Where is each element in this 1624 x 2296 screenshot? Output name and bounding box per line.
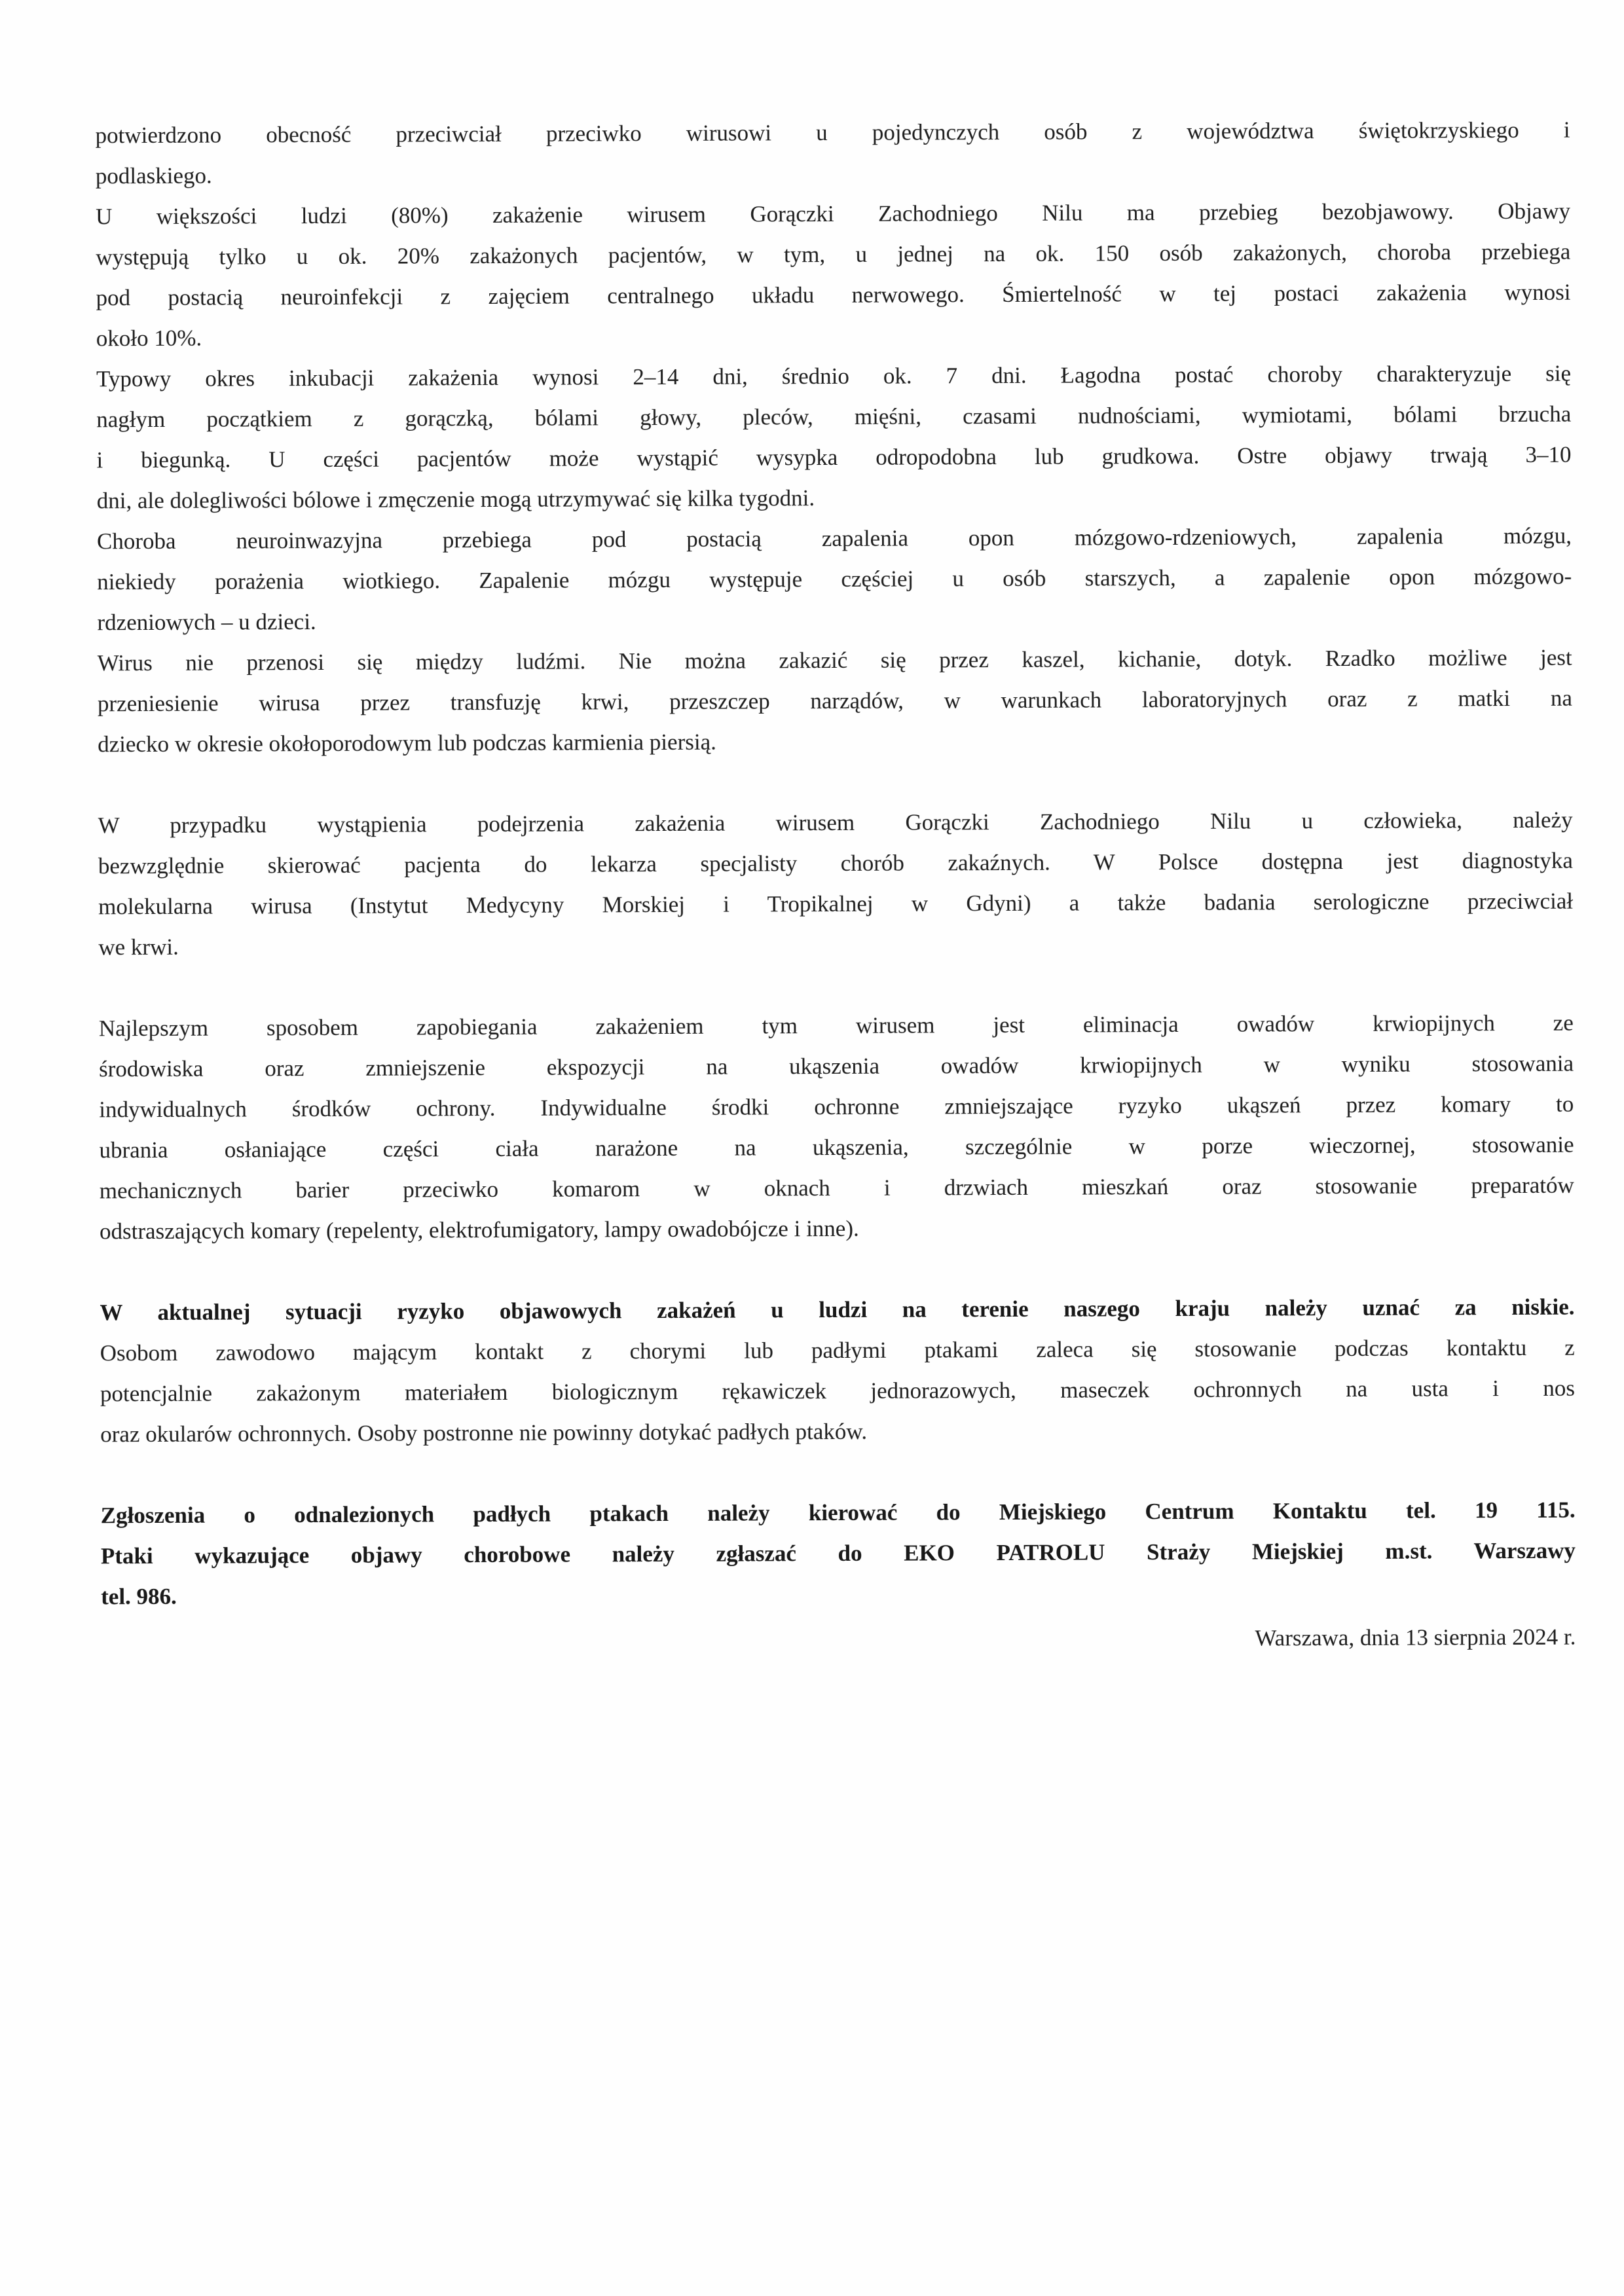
text-line: pod postacią neuroinfekcji z zajęciem centralnego układu nerwowego. Śmiertelność w tej postaci zakażenia wynosi	[96, 279, 1571, 311]
blank-line	[98, 759, 1572, 806]
text-line: niekiedy porażenia wiotkiego. Zapalenie mózgu występuje częściej u osób starszych, a zapalenie opon mózgowo-	[97, 563, 1572, 595]
text-line: tel. 986.	[101, 1583, 177, 1610]
text-line: Zgłoszenia o odnalezionych padłych ptakach należy kierować do Miejskiego Centrum Kontaktu tel. 19 115.	[100, 1497, 1576, 1529]
text-line: W aktualnej sytuacji ryzyko objawowych zakażeń u ludzi na terenie naszego kraju należy uznać za niskie.	[100, 1294, 1575, 1326]
text-line: molekularna wirusa (Instytut Medycyny Morskiej i Tropikalnej w Gdyni) a także badania serologiczne przeciwciał	[98, 888, 1574, 920]
text-line: podlaskiego.	[95, 162, 212, 189]
text-line: rdzeniowych – u dzieci.	[97, 609, 316, 636]
text-line: środowiska oraz zmniejszenie ekspozycji na ukąszenia owadów krwiopijnych w wyniku stosowania	[98, 1050, 1574, 1082]
text-line: nagłym początkiem z gorączką, bólami głowy, pleców, mięśni, czasami nudnościami, wymiotami, bólami brzucha	[96, 401, 1572, 433]
text-line: Wirus nie przenosi się między ludźmi. Nie można zakazić się przez kaszel, kichanie, dotyk. Rzadko możliwe jest	[97, 644, 1572, 676]
text-line: i biegunką. U części pacjentów może wystąpić wysypka odropodobna lub grudkowa. Ostre objawy trwają 3–10	[96, 441, 1572, 473]
text-line: we krwi.	[98, 934, 179, 960]
text-line: W przypadku wystąpienia podejrzenia zakażenia wirusem Gorączki Zachodniego Nilu u człowieka, należy	[98, 807, 1573, 839]
text-line: oraz okularów ochronnych. Osoby postronne nie powinny dotykać padłych ptaków.	[100, 1418, 868, 1448]
text-line: występują tylko u ok. 20% zakażonych pacjentów, w tym, u jednej na ok. 150 osób zakażonych, choroba przebiega	[96, 238, 1571, 270]
text-line: Najlepszym sposobem zapobiegania zakażeniem tym wirusem jest eliminacja owadów krwiopijnych ze	[98, 1010, 1574, 1042]
blank-line	[98, 962, 1573, 1009]
text-line: przeniesienie wirusa przez transfuzję krwi, przeszczep narządów, w warunkach laboratoryjnych oraz z matki na	[97, 685, 1572, 717]
text-line: U większości ludzi (80%) zakażenie wirusem Gorączki Zachodniego Nilu ma przebieg bezobjawowy. Objawy	[95, 198, 1571, 230]
text-line: ubrania osłaniające części ciała narażone na ukąszenia, szczególnie w porze wieczornej, stosowanie	[99, 1131, 1574, 1163]
text-line: Osobom zawodowo mającym kontakt z chorymi lub padłymi ptakami zaleca się stosowanie podczas kontaktu z	[100, 1334, 1575, 1366]
text-line: dni, ale dolegliwości bólowe i zmęczenie mogą utrzymywać się kilka tygodni.	[96, 485, 815, 514]
text-line: mechanicznych barier przeciwko komarom w oknach i drzwiach mieszkań oraz stosowanie preparatów	[99, 1172, 1574, 1204]
text-line: bezwzględnie skierować pacjenta do lekarza specjalisty chorób zakaźnych. W Polsce dostępna jest diagnostyka	[98, 847, 1573, 879]
text-line: potwierdzono obecność przeciwciał przeciwko wirusowi u pojedynczych osób z województwa świętokrzyskiego i	[95, 117, 1570, 149]
text-line: Ptaki wykazujące objawy chorobowe należy zgłaszać do EKO PATROLU Straży Miejskiej m.st. Warszawy	[100, 1537, 1576, 1569]
text-line: potencjalnie zakażonym materiałem biologicznym rękawiczek jednorazowych, maseczek ochronnych na usta i nos	[100, 1375, 1576, 1407]
blank-line	[100, 1247, 1574, 1293]
text-line: około 10%.	[96, 325, 202, 352]
text-block	[95, 110, 1576, 1664]
text-line: dziecko w okresie okołoporodowym lub podczas karmienia piersią.	[98, 729, 716, 757]
text-line: Typowy okres inkubacji zakażenia wynosi 2–14 dni, średnio ok. 7 dni. Łagodna postać choroby charakteryzuje się	[96, 360, 1572, 392]
text-line: Choroba neuroinwazyjna przebiega pod postacią zapalenia opon mózgowo-rdzeniowych, zapalenia mózgu,	[96, 522, 1572, 555]
text-line: indywidualnych środków ochrony. Indywidualne środki ochronne zmniejszające ryzyko ukąszeń przez komary to	[99, 1091, 1574, 1123]
blank-line	[100, 1449, 1575, 1496]
text-line: Warszawa, dnia 13 sierpnia 2024 r.	[1255, 1624, 1576, 1651]
text-line: odstraszających komary (repelenty, elektrofumigatory, lampy owadobójcze i inne).	[99, 1215, 859, 1245]
